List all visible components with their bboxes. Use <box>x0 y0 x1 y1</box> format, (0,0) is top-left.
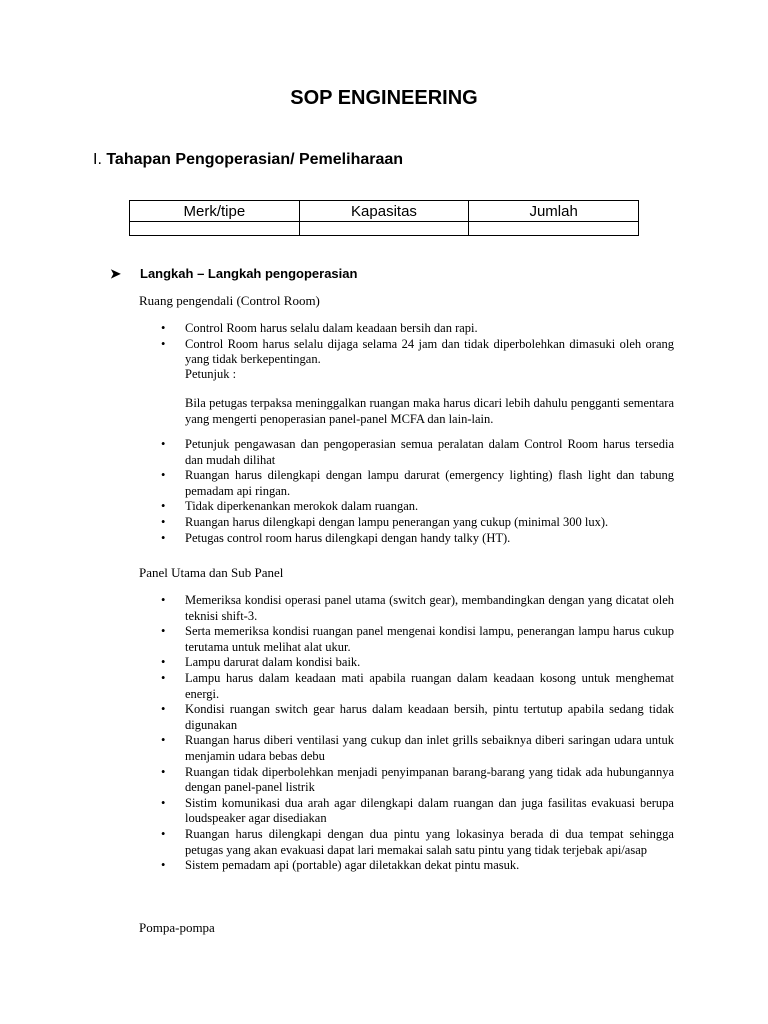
list-item: • Petugas control room harus dilengkapi dengan handy talky (HT). <box>161 531 674 547</box>
document-title: SOP ENGINEERING <box>290 87 478 109</box>
steps-heading <box>110 266 357 282</box>
arrow-bullet-icon: ➤ <box>110 266 121 281</box>
table-cell <box>299 222 469 236</box>
control-room-list-b <box>161 437 674 546</box>
list-item: • Ruangan harus diberi ventilasi yang cukup dan inlet grills sebaiknya diberi saringan udara untuk menjamin udara bebas debu <box>161 733 674 764</box>
note-label: Petunjuk : <box>185 367 237 381</box>
list-item: • Ruangan harus dilengkapi dengan lampu darurat (emergency lighting) flash light dan tabung pemadam api ringan. <box>161 468 674 499</box>
control-room-list-a <box>161 321 674 368</box>
list-item: • Lampu harus dalam keadaan mati apabila ruangan dalam keadaan kosong untuk menghemat energi. <box>161 671 674 702</box>
list-item: • Serta memeriksa kondisi ruangan panel mengenai kondisi lampu, penerangan lampu harus cukup terutama untuk melihat alat ukur. <box>161 624 674 655</box>
list-item: • Petunjuk pengawasan dan pengoperasian semua peralatan dalam Control Room harus tersedia dan mudah dilihat <box>161 437 674 468</box>
spec-table-header-row <box>130 201 639 222</box>
list-item: • Ruangan harus dilengkapi dengan dua pintu yang lokasinya berada di dua tempat sehingga petugas yang akan evakuasi dapat lari memakai salah satu pintu yang tidak terjebak api/asap <box>161 827 674 858</box>
list-item: • Sistem pemadam api (portable) agar diletakkan dekat pintu masuk. <box>161 858 674 874</box>
list-item: • Ruangan tidak diperbolehkan menjadi penyimpanan barang-barang yang tidak ada hubungannya dengan panel-panel listrik <box>161 765 674 796</box>
list-item: • Ruangan harus dilengkapi dengan lampu penerangan yang cukup (minimal 300 lux). <box>161 515 674 531</box>
control-room-heading: Ruang pengendali (Control Room) <box>139 293 320 308</box>
steps-heading-text: Langkah – Langkah pengoperasian <box>140 266 358 281</box>
pumps-heading: Pompa-pompa <box>139 920 215 935</box>
table-row <box>130 222 639 236</box>
spec-table <box>129 200 639 236</box>
list-item: • Sistim komunikasi dua arah agar dilengkapi dalam ruangan dan juga fasilitas evakuasi berupa loudspeaker agar disediakan <box>161 796 674 827</box>
list-item: • Kondisi ruangan switch gear harus dalam keadaan bersih, pintu tertutup apabila sedang tidak digunakan <box>161 702 674 733</box>
table-cell <box>130 222 300 236</box>
list-item: • Tidak diperkenankan merokok dalam ruangan. <box>161 499 674 515</box>
section-number: I. <box>93 151 102 168</box>
section-heading <box>93 151 403 169</box>
header-kapasitas: Kapasitas <box>299 201 469 222</box>
table-cell <box>469 222 639 236</box>
header-jumlah: Jumlah <box>469 201 639 222</box>
section-title: Tahapan Pengoperasian/ Pemeliharaan <box>106 151 404 168</box>
panel-heading: Panel Utama dan Sub Panel <box>139 565 284 580</box>
list-item: • Control Room harus selalu dalam keadaan bersih dan rapi. <box>161 321 674 337</box>
note-text: Bila petugas terpaksa meninggalkan ruangan maka harus dicari lebih dahulu pengganti sementara yang mengerti penoperasian panel-panel MCFA dan lain-lain. <box>185 396 674 426</box>
panel-list <box>161 593 674 874</box>
header-merk-tipe: Merk/tipe <box>130 201 300 222</box>
list-item: • Lampu darurat dalam kondisi baik. <box>161 655 674 671</box>
list-item: • Memeriksa kondisi operasi panel utama (switch gear), membandingkan dengan yang dicatat oleh teknisi shift-3. <box>161 593 674 624</box>
list-item: • Control Room harus selalu dijaga selama 24 jam dan tidak diperbolehkan dimasuki oleh orang yang tidak berkepentingan. <box>161 337 674 368</box>
